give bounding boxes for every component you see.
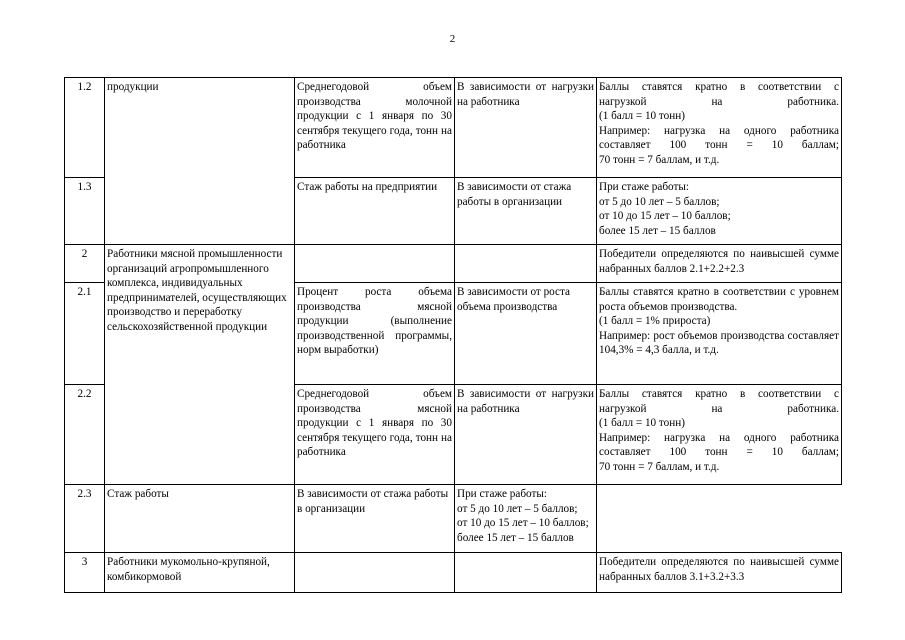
- category-cell: продукции: [105, 78, 295, 245]
- scoring-line: более 15 лет – 15 баллов: [457, 531, 574, 544]
- dependency-cell: В зависимости от стажа работы в организации: [295, 485, 455, 553]
- row-number: 2.1: [65, 283, 105, 385]
- criterion-cell: Среднегодовой объем производства молочной продукции с 1 января по 30 сентября текущего года, тонн на работника: [295, 78, 455, 178]
- row-number: 2.2: [65, 385, 105, 485]
- table-row: [65, 485, 842, 553]
- scoring-line: от 5 до 10 лет – 5 баллов;: [599, 195, 720, 208]
- dependency-cell: [455, 245, 597, 283]
- scoring-line: (1 балл = 1% прироста): [599, 315, 711, 328]
- dependency-cell: В зависимости от роста объема производства: [455, 283, 597, 385]
- criterion-cell: [295, 553, 455, 593]
- scoring-line: от 10 до 15 лет – 10 баллов;: [599, 210, 731, 223]
- criterion-cell: Стаж работы на предприятии: [295, 178, 455, 245]
- criterion-cell: Стаж работы: [105, 485, 295, 553]
- scoring-line: (1 балл = 10 тонн): [599, 110, 685, 123]
- row-number: 1.3: [65, 178, 105, 245]
- scoring-line: от 5 до 10 лет – 5 баллов;: [457, 502, 578, 515]
- dependency-cell: В зависимости от стажа работы в организации: [455, 178, 597, 245]
- row-number: 2: [65, 245, 105, 283]
- criterion-cell: [295, 245, 455, 283]
- nomination-criteria-table: [64, 77, 842, 593]
- scoring-cell: [597, 78, 842, 178]
- dependency-cell: [455, 553, 597, 593]
- scoring-line: При стаже работы:: [599, 181, 689, 193]
- row-number: 1.2: [65, 78, 105, 178]
- criterion-cell: Среднегодовой объем производства мясной продукции с 1 января по 30 сентября текущего года, тонн на работника: [295, 385, 455, 485]
- scoring-line: более 15 лет – 15 баллов: [599, 224, 716, 237]
- scoring-cell: [455, 485, 597, 553]
- dependency-cell: В зависимости от нагрузки на работника: [455, 78, 597, 178]
- category-cell: Работники мукомольно-крупяной, комбикормовой: [105, 553, 295, 593]
- scoring-line: Баллы ставятся кратно в соответствии с нагрузкой на работника.: [599, 388, 839, 415]
- scoring-cell: Победители определяются по наивысшей сумме набранных баллов 3.1+3.2+3.3: [597, 553, 842, 593]
- scoring-line: При стаже работы:: [457, 488, 547, 500]
- scoring-line: (1 балл = 10 тонн): [599, 417, 685, 430]
- scoring-line: 70 тонн = 7 баллам, и т.д.: [599, 460, 720, 473]
- table-row: [65, 245, 842, 283]
- dependency-cell: В зависимости от нагрузки на работника: [455, 385, 597, 485]
- table-row: [65, 78, 842, 178]
- row-number: 2.3: [65, 485, 105, 553]
- scoring-cell: Победители определяются по наивысшей сумме набранных баллов 2.1+2.2+2.3: [597, 245, 842, 283]
- criterion-cell: Процент роста объема производства мясной продукции (выполнение производственной программы, норм выработки): [295, 283, 455, 385]
- category-cell: Работники мясной промышленности организаций агропромышленного комплекса, индивидуальных предпринимателей, осуществляющих производство и переработку сельскохозяйственной продукции: [105, 245, 295, 485]
- scoring-cell: [597, 385, 842, 485]
- scoring-line: от 10 до 15 лет – 10 баллов;: [457, 517, 589, 530]
- page-number: 2: [449, 33, 456, 45]
- scoring-cell: [597, 178, 842, 245]
- scoring-cell: [597, 283, 842, 385]
- scoring-line: Баллы ставятся кратно в соответствии с уровнем роста объемов производства.: [599, 286, 839, 313]
- scoring-line: Например: нагрузка на одного работника составляет 100 тонн = 10 баллам;: [599, 431, 839, 459]
- scoring-line: 70 тонн = 7 баллам, и т.д.: [599, 153, 720, 166]
- table-row: [65, 553, 842, 593]
- scoring-line: Например: рост объемов производства составляет 104,3% = 4,3 балла, и т.д.: [599, 329, 839, 357]
- scoring-line: Например: нагрузка на одного работника составляет 100 тонн = 10 баллам;: [599, 124, 839, 152]
- row-number: 3: [65, 553, 105, 593]
- scoring-line: Баллы ставятся кратно в соответствии с нагрузкой на работника.: [599, 81, 839, 108]
